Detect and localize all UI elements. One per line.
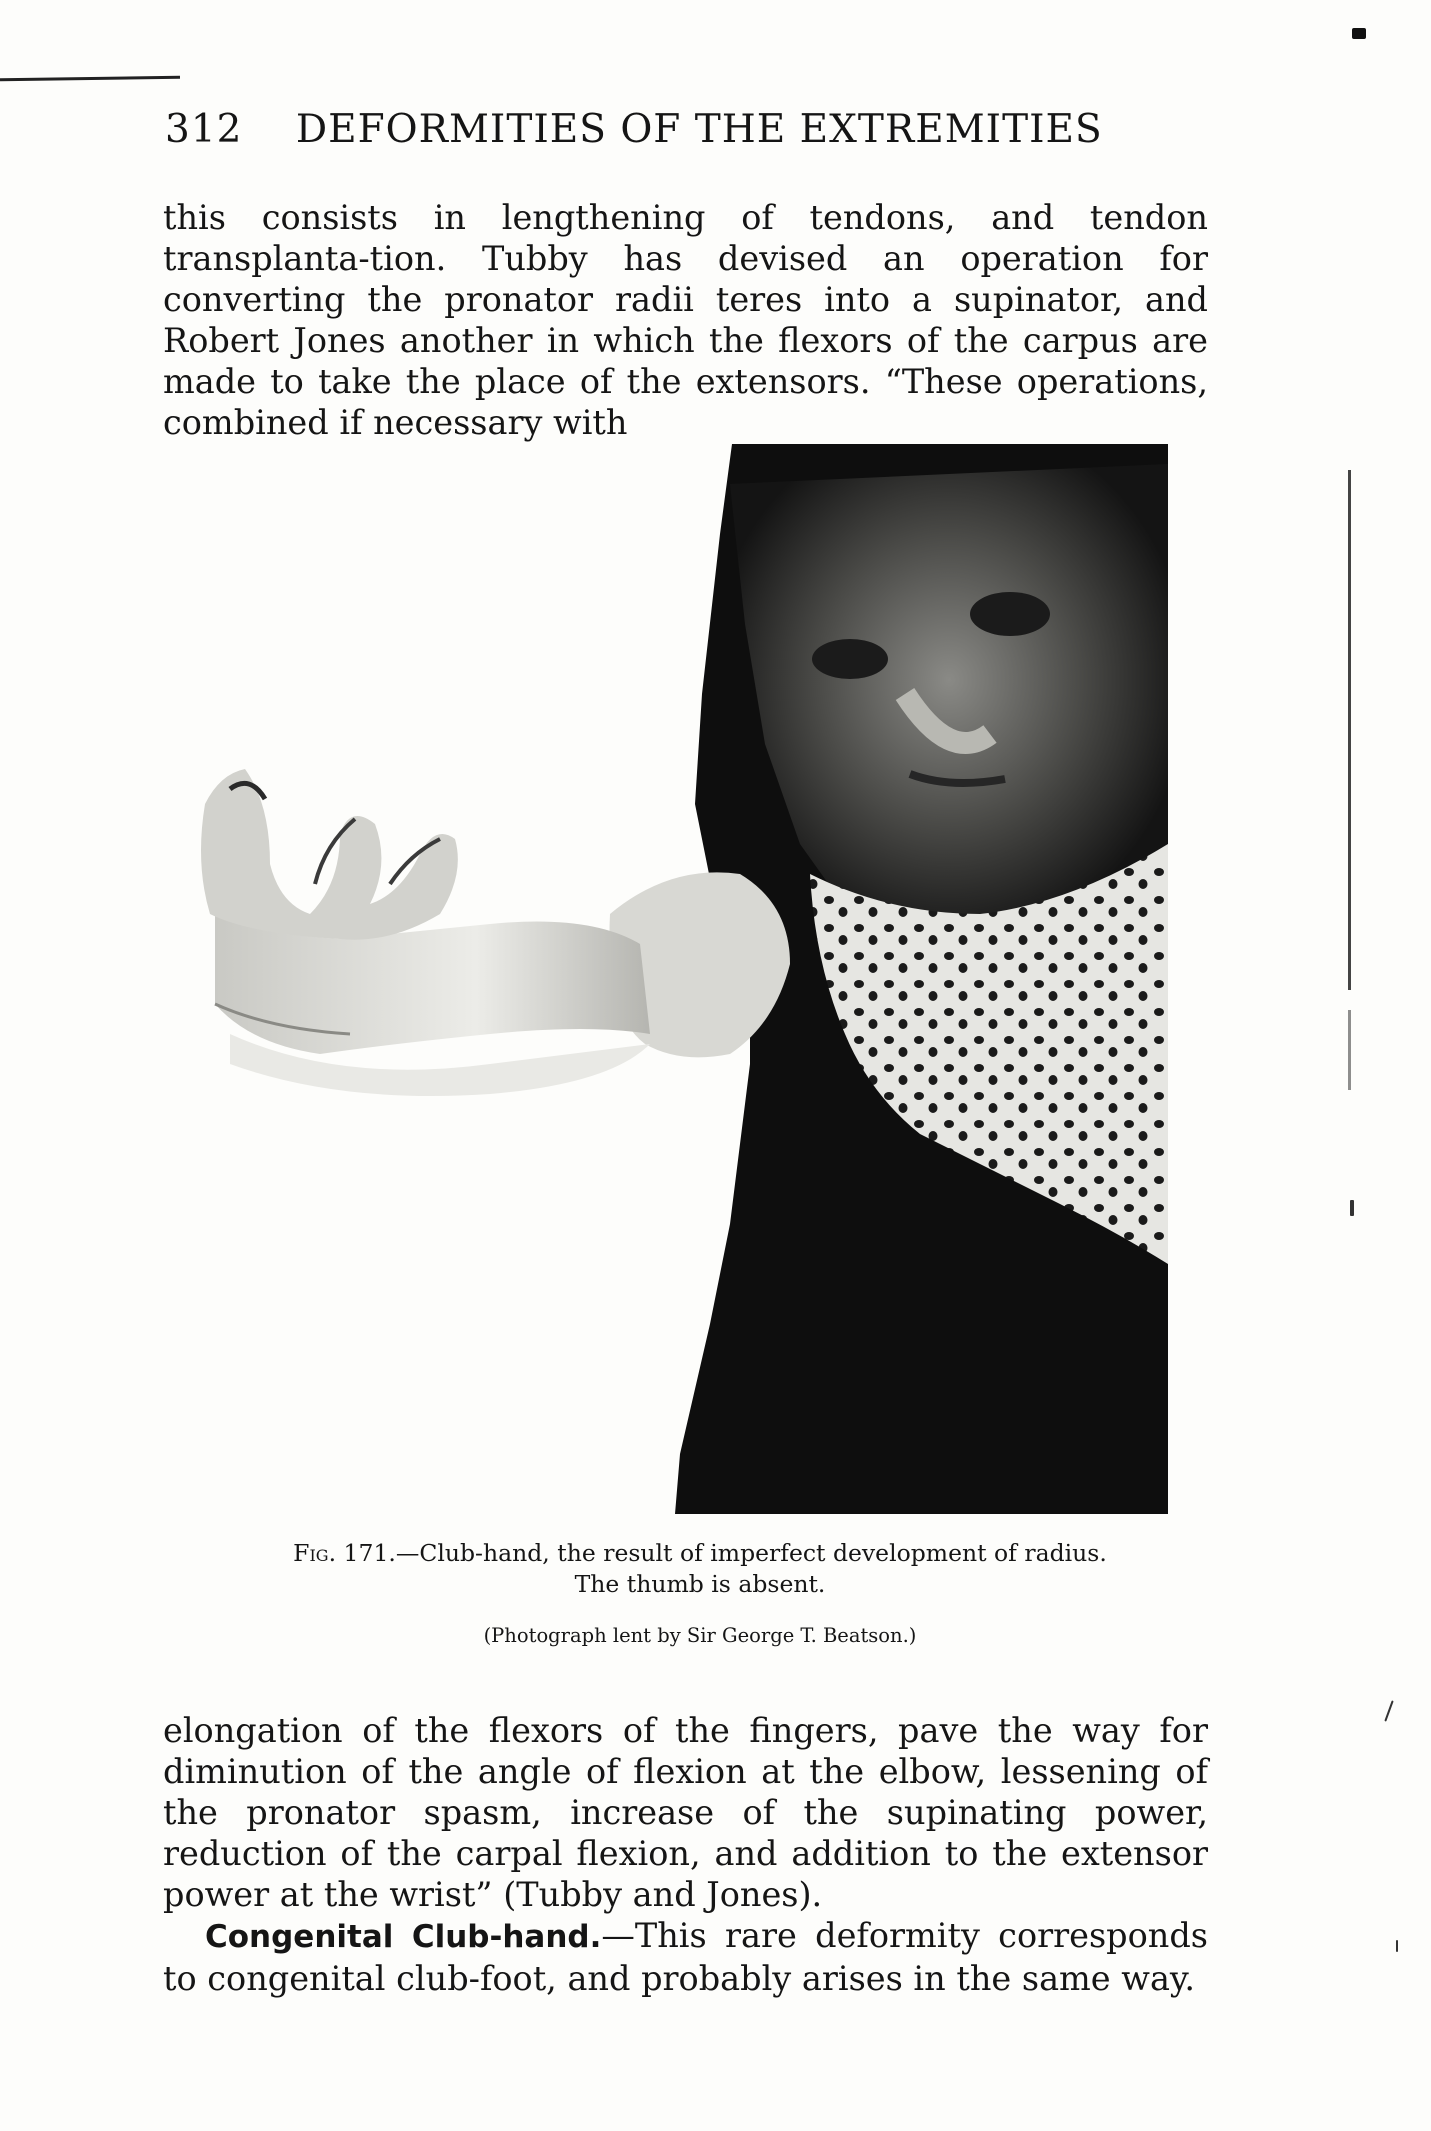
scan-speck: [1384, 1700, 1393, 1721]
scan-speck: [1350, 1200, 1354, 1216]
body-paragraph: elongation of the flexors of the fingers, pave the way for diminution of the angle of flexion at the elbow, lessening of the pronator spasm, increase of the supinating power, reduction of the carpal flexion, and addition to the extensor power at the wrist” (Tubby and Jones).: [163, 1711, 1208, 1914]
figure-caption: [200, 1538, 1200, 1600]
figure-label: Fig.: [293, 1539, 337, 1567]
run-in-heading: Congenital Club-hand.: [205, 1919, 602, 1955]
running-header: [165, 100, 1215, 160]
body-paragraph: this consists in lengthening of tendons, and tendon transplanta-tion. Tubby has devised an operation for converting the pronator radii teres into a supinator, and Robert Jones another in which the flexors of the carpus are made to take the place of the extensors. “These operations, combined if necessary with: [163, 198, 1208, 442]
page-edge-shadow: [1348, 1010, 1351, 1090]
paragraph-text: —This rare deformity corresponds to congenital club-foot, and probably arises in the same way.: [163, 1916, 1208, 1998]
page-edge-shadow: [1348, 470, 1351, 990]
running-title: DEFORMITIES OF THE EXTREMITIES: [295, 107, 1103, 152]
body-paragraph: [163, 1915, 1208, 1999]
top-rule: [0, 76, 180, 82]
scan-speck: [1396, 1940, 1398, 1952]
page-number: 312: [165, 107, 243, 152]
club-hand-photograph: [190, 444, 1170, 1514]
caption-line-1: 171.—Club-hand, the result of imperfect development of radius.: [343, 1539, 1107, 1567]
photo-credit: (Photograph lent by Sir George T. Beatson.): [483, 1624, 917, 1647]
ink-mark: [1352, 28, 1366, 39]
caption-line-2: The thumb is absent.: [574, 1570, 826, 1598]
